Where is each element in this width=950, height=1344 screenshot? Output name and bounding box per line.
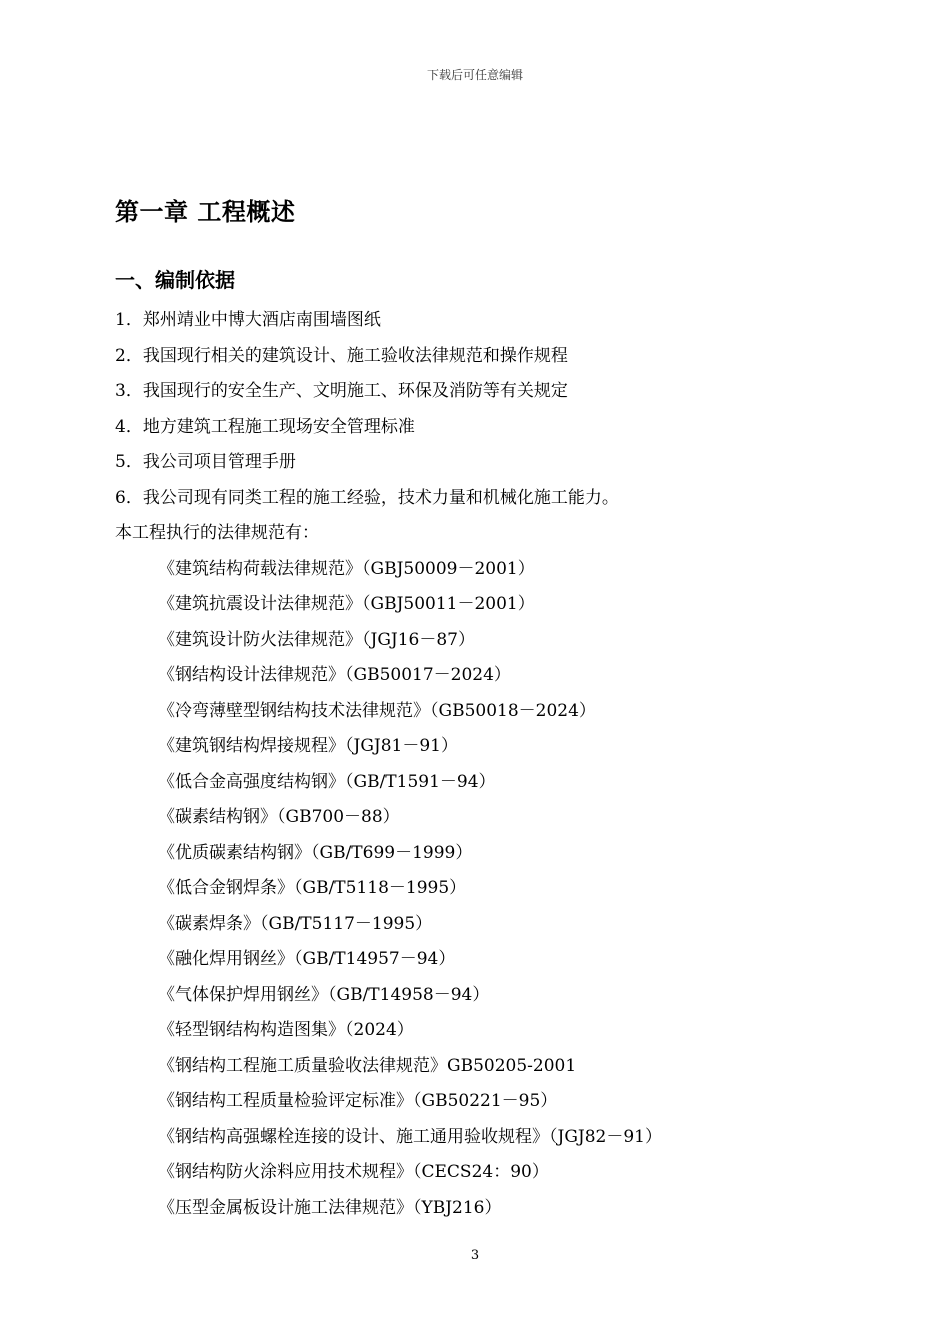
code-item: 《建筑抗震设计法律规范》（GBJ50011－2001） [158,594,535,614]
basis-item: 5．我公司项目管理手册 [115,452,296,472]
code-item: 《建筑设计防火法律规范》（JGJ16－87） [158,629,475,650]
code-item: 《钢结构设计法律规范》（GB50017－2024） [158,665,511,685]
basis-item: 6．我公司现有同类工程的施工经验，技术力量和机械化施工能力。 [115,487,619,508]
code-item: 《建筑结构荷载法律规范》（GBJ50009－2001） [158,558,535,579]
document-body [115,303,875,1226]
code-item: 《碳素结构钢》（GB700－88） [158,807,400,827]
code-item: 《钢结构高强螺栓连接的设计、施工通用验收规程》（JGJ82－91） [158,1126,662,1147]
basis-item: 4．地方建筑工程施工现场安全管理标准 [115,416,415,437]
code-item: 《钢结构工程质量检验评定标准》（GB50221－95） [158,1091,558,1111]
code-item: 《气体保护焊用钢丝》（GB/T14958－94） [158,984,490,1005]
code-item: 《压型金属板设计施工法律规范》（YBJ216） [158,1197,502,1218]
code-item: 《碳素焊条》（GB/T5117－1995） [158,913,433,934]
code-item: 《钢结构工程施工质量验收法律规范》GB50205-2001 [158,1055,577,1076]
basis-item: 1．郑州靖业中博大酒店南围墙图纸 [115,310,381,330]
section-title: 一、编制依据 [115,268,235,292]
basis-item: 2．我国现行相关的建筑设计、施工验收法律规范和操作规程 [115,345,568,366]
code-item: 《建筑钢结构焊接规程》（JGJ81－91） [158,736,458,756]
codes-intro: 本工程执行的法律规范有： [115,523,319,543]
code-item: 《低合金高强度结构钢》（GB/T1591－94） [158,771,496,792]
chapter-title: 第一章 工程概述 [115,198,296,226]
page-header-note: 下载后可任意编辑 [426,68,523,82]
basis-item: 3．我国现行的安全生产、文明施工、环保及消防等有关规定 [115,381,568,401]
page-number: 3 [470,1248,480,1263]
code-item: 《轻型钢结构构造图集》（2024） [158,1020,414,1040]
code-item: 《低合金钢焊条》（GB/T5118－1995） [158,878,467,898]
code-item: 《融化焊用钢丝》（GB/T14957－94） [158,949,456,969]
code-item: 《钢结构防火涂料应用技术规程》（CECS24：90） [158,1162,549,1182]
code-item: 《优质碳素结构钢》（GB/T699－1999） [158,842,473,863]
code-item: 《冷弯薄壁型钢结构技术法律规范》（GB50018－2024） [158,700,596,721]
